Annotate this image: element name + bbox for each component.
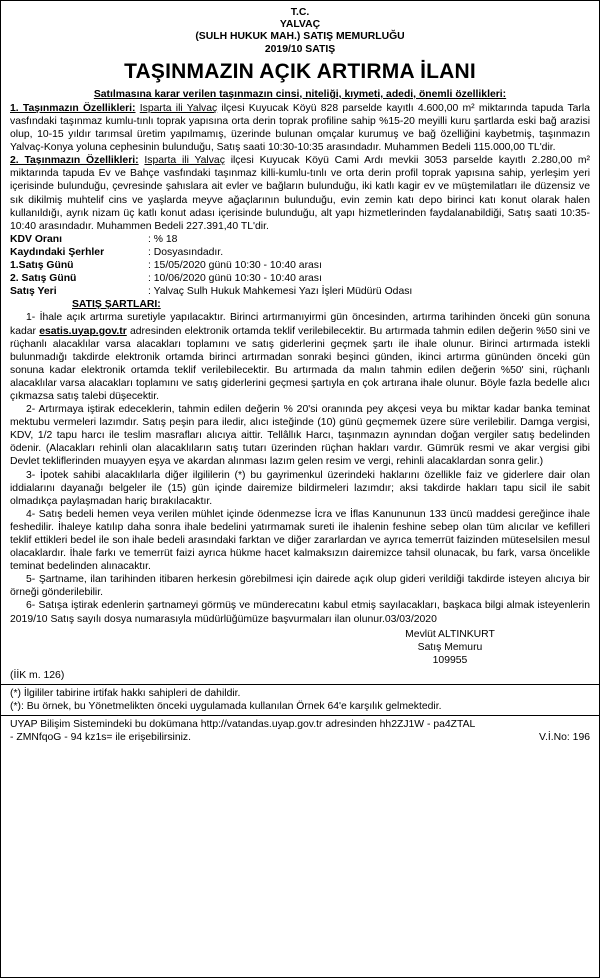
uyap-access-row-2 (10, 731, 590, 744)
footnote-1: (*) İlgililer tabirine irtifak hakkı sahipleri de dahildir. (10, 688, 241, 700)
version-number: V.İ.No: 196 (538, 732, 590, 744)
page-title: TAŞINMAZIN AÇIK ARTIRMA İLANI (124, 59, 476, 83)
property-2-paragraph (10, 154, 590, 233)
property-1-label: 1. Taşınmazın Özellikleri: (10, 102, 136, 114)
signature-role: Satış Memuru (417, 641, 483, 653)
condition-2: 2- Artırmaya iştirak edeceklerin, tahmin edilen değerin % 20'si oranında pey akçesi veya bu miktar kadar banka teminat mektubu vermeleri lazımdır. Satış peşin para iledir, alıcı isteğinde (10) günü geçmemek üzere süre verilebilir. Damga vergisi, KDV, 1/2 tapu harcı ile teslim masrafları alıcıya aittir. Tellâllık Harcı, taşınmazın aynından doğan vergiler satış bedelinden ödenir. (Alacakları rehinli olan alacaklıların satış tutarı üzerinden rüçhan hakları vardır. Gümrük resmi ve akar vergisi gibi Devlet tekliflerinden muayyen eşya ve akardan alınması lazım gelen resim ve vergi, rehinli alacaklardan sonra gelir.) (10, 404, 590, 468)
details-list (10, 233, 590, 298)
detail-row-sale-place (10, 285, 590, 298)
esatis-link[interactable]: esatis.uyap.gov.tr (39, 325, 127, 337)
intro-heading: Satılmasına karar verilen taşınmazın cinsi, niteliği, kıymeti, adedi, önemli özellikleri: (93, 88, 507, 100)
detail-key: Kaydındaki Şerhler (10, 246, 105, 258)
detail-value: : % 18 (148, 233, 178, 245)
condition-3: 3- İpotek sahibi alacaklılarla diğer ilgililerin (*) bu gayrimenkul üzerindeki haklarını özellikle faiz ve giderlere dair olan iddialarını dayanağı belgeler ile (15) gün içinde dairemize bildirmeleri lazımdır; aksi takdirde hakları tapu sicil ile sabit olmadıkça paylaşmadan hariç bırakılacaktır. (10, 469, 590, 507)
detail-row-sale-day-1 (10, 259, 590, 272)
divider (1, 684, 599, 685)
condition-1-after: adresinden elektronik ortamda teklif verilebilecektir. Bu artırmada tahmin edilen değerin %50 sini ve rüçhanlı alacaklılar varsa alacakları toplamını ve satış giderlerini geçmek şartı ile ihale olunur. Birinci artırmada istekli bulunmadığı takdirde elektronik ortamda birinci artırmadan sonraki beşinci günden, ikinci artırma gününden önceki gün sonuna kadar elektronik ortamda teklif verilebilecektir. Bu artırmada da malın tahmin edilen değerin %50' sini, rüçhanlı alacaklılar varsa alacakları toplamını ve satış giderlerini geçmesi şartıyla en çok artırana ihale olunur. Böyle fazla bedelle alıcı çıkmazsa satış talebi düşecektir. (10, 325, 591, 402)
condition-6: 6- Satışa iştirak edenlerin şartnameyi görmüş ve münderecatını kabul etmiş sayılacakları, başkaca bilgi almak isteyenlerin 2019/10 Satış sayılı dosya numarasıyla müdürlüğümüze başvurmaları ilan olunur.03/03/2020 (10, 600, 590, 625)
header-district: YALVAÇ (279, 19, 321, 31)
header-tc: T.C. (290, 7, 310, 18)
detail-value: : Dosyasındadır. (148, 246, 224, 258)
property-2-location: Isparta ili Yalvaç (144, 155, 225, 167)
detail-key: Satış Yeri (10, 286, 57, 298)
detail-row-kdv (10, 233, 590, 246)
divider (1, 715, 599, 716)
property-1-paragraph (10, 102, 590, 154)
detail-value: : 10/06/2020 günü 10:30 - 10:40 arası (148, 273, 322, 285)
signature-number: 109955 (432, 654, 468, 666)
uyap-access-line-2: - ZMNfqoG - 94 kz1s= ile erişebilirsiniz. (10, 732, 192, 744)
property-1-location: Isparta ili Yalvaç (139, 102, 218, 114)
header-office: (SULH HUKUK MAH.) SATIŞ MEMURLUĞU (195, 31, 405, 43)
condition-1-before: 1- İhale açık artırma suretiyle yapılacaktır. Birinci artırmanıyirmi gün öncesinden, artırma tarihinden önceki gün sonuna kadar (10, 312, 590, 337)
property-1-text: ilçesi Kuyucak Köyü 828 parselde kayıtlı 4.600,00 m² miktarında tapuda Tarla vasfındaki taşınmaz kumlu-tınlı toprak yapısına orta derin toprak profiline sahip %15-20 meyilli kuru şartlarda eski bağ arazisi olup, 10-15 yıldır tarımsal üretim yapılmamış, üzerinde bulunan omçalar kurumuş ve bağ özelliğini kaybetmiş, taşınmazın Yalvaç-Konya yoluna cephesinin bulunduğu, Satış saati 10:30-10:35 arasındadır. Muhammen Bedeli 115.000,00 TL'dir. (10, 102, 590, 154)
property-2-label: 2. Taşınmazın Özellikleri: (10, 155, 139, 167)
signature-name: Mevlüt ALTINKURT (405, 628, 495, 640)
property-2-text: ilçesi Kuyucak Köyü Cami Ardı mevkii 3053 parselde kayıtlı 2.280,00 m² miktarında tapuda Ev ve Bahçe vasfındaki taşınmaz killi-kumlu-tınlı ve orta derin profil toprak yapısına sahip, yerleşim yeri içerisinde bulunduğu, çevresinde şahıslara ait evler ve bağların bulunduğu, iki katlı kagir ev ve müştemilatları ile düzensiz ve sık dikilmiş muhtelif cins ve yaşlarda meyve ağaçlarının bulunduğu, evin zemin katı depo birinci katı konut olarak halen kullanıldığı, ayrık nizam üç katlı konut adası içerisinde bulunduğu, alt yapı hizmetlerinden faydalanabildiği, Satış saati 10:35-10:40 arasındadır. Muhammen Bedeli 227.391,40 TL'dir. (10, 155, 591, 232)
detail-key: KDV Oranı (10, 233, 62, 245)
detail-value: : 15/05/2020 günü 10:30 - 10:40 arası (148, 260, 322, 272)
form-reference: (İİK m. 126) (10, 669, 65, 681)
footnote-2: (*): Bu örnek, bu Yönetmelikten önceki uygulamada kullanılan Örnek 64'e karşılık gelmektedir. (10, 701, 442, 713)
signature-block (350, 628, 550, 667)
detail-value: : Yalvaç Sulh Hukuk Mahkemesi Yazı İşleri Müdürü Odası (148, 286, 413, 298)
uyap-access-line-1: UYAP Bilişim Sistemindeki bu dokümana http://vatandas.uyap.gov.tr adresinden hh2ZJ1W - pa4ZTAL (10, 719, 476, 731)
header-file-number: 2019/10 SATIŞ (264, 43, 336, 55)
detail-key: 1.Satış Günü (10, 260, 74, 272)
condition-4: 4- Satış bedeli hemen veya verilen mühlet içinde ödenmezse İcra ve İflas Kanununun 133 üncü maddesi gereğince ihale feshedilir. İhaleye katılıp daha sonra ihale bedelini yatırmamak sureti ile ihalenin feshine sebep olan tüm alıcılar ve kefilleri teklif ettikleri bedel ile son ihale bedeli arasındaki farktan ve diğer zararlardan ve ayrıca temerrüt faizinden müteselsilen mesul olacaklardır. İhale farkı ve temerrüt faizi ayrıca hükme hacet kalmaksızın dairemizce tahsil olunacak, bu fark, varsa öncelikle teminat bedelinden alınacaktır. (10, 508, 590, 573)
condition-5: 5- Şartname, ilan tarihinden itibaren herkesin görebilmesi için dairede açık olup gideri verildiği takdirde isteyen alıcıya bir örneği gönderilebilir. (10, 574, 590, 599)
detail-key: 2. Satış Günü (10, 273, 77, 285)
detail-row-sale-day-2 (10, 272, 590, 285)
conditions-title: SATIŞ ŞARTLARI: (72, 299, 161, 311)
condition-1 (10, 311, 590, 403)
detail-row-serhler (10, 246, 590, 259)
